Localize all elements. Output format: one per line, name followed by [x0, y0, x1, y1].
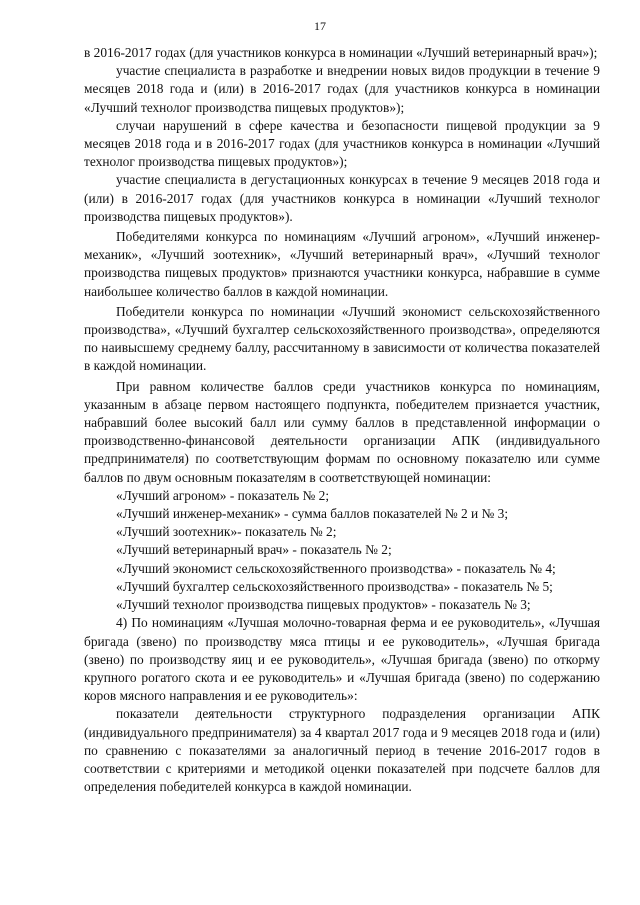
- list-item: «Лучший ветеринарный врач» - показатель № 2;: [116, 542, 392, 558]
- paragraph-tasting-contests: участие специалиста в дегустационных конкурсах в течение 9 месяцев 2018 года и (или) в 2016-2017 годах (для участников конкурса в номинации «Лучший технолог производства пищевых продуктов»).: [84, 172, 600, 224]
- list-item: «Лучший зоотехник»- показатель № 2;: [116, 524, 337, 540]
- document-body: [84, 44, 600, 796]
- list-item: «Лучший инженер-механик» - сумма баллов показателей № 2 и № 3;: [116, 506, 509, 522]
- list-item: «Лучший экономист сельскохозяйственного производства» - показатель № 4;: [116, 560, 556, 576]
- list-item: «Лучший технолог производства пищевых продуктов» - показатель № 3;: [116, 597, 531, 613]
- paragraph-team-nominations: 4) По номинациям «Лучшая молочно-товарная ферма и ее руководитель», «Лучшая бригада (звено) по производству мяса птицы и ее руководитель», «Лучшая бригада (звено) по производству яиц и ее руководитель», «Лучшая бригада (звено) по откорму крупного рогатого скота и ее руководитель» и «Лучшая бригада (звено) по содержанию коров мясного направления и ее руководитель»:: [84, 615, 600, 704]
- list-item: «Лучший бухгалтер сельскохозяйственного производства» - показатель № 5;: [116, 578, 553, 594]
- list-item: «Лучший агроном» - показатель № 2;: [116, 487, 330, 503]
- nomination-indicator-list: [84, 487, 600, 614]
- paragraph-equal-score-rule: При равном количестве баллов среди участников конкурса по номинациям, указанным в абзаце первом настоящего подпункта, победителем признается участник, набравший более высокий балл или сумму баллов в представленной информации о производственно-финансовой деятельности организации АПК (индивидуального предпринимателя) по соответствующим формам по основному показателю или сумме баллов по двум основным показателям в соответствующей номинации:: [84, 378, 600, 485]
- paragraph-subdivision-indicators: показатели деятельности структурного подразделения организации АПК (индивидуального предпринимателя) за 4 квартал 2017 года и 9 месяцев 2018 года и (или) по сравнению с показателями за аналогичный период в течение 2016-2017 годов в соответствии с критериями и методикой оценки показателей при подсчете баллов для определения победителей конкурса в каждой номинации.: [84, 706, 600, 795]
- paragraph-safety-violations: случаи нарушений в сфере качества и безопасности пищевой продукции за 9 месяцев 2018 года и в 2016-2017 годах (для участников конкурса в номинации «Лучший технолог производства пищевых продуктов»);: [84, 117, 600, 170]
- page-number: 17: [314, 19, 326, 33]
- paragraph-winners-sum: Победителями конкурса по номинациям «Лучший агроном», «Лучший инженер-механик», «Лучший зоотехник», «Лучший ветеринарный врач», «Лучший технолог производства пищевых продуктов» признаются участники конкурса, набравшие в сумме наибольшее количество баллов в каждой номинации.: [84, 229, 600, 299]
- paragraph-winners-average: Победители конкурса по номинации «Лучший экономист сельскохозяйственного производства», «Лучший бухгалтер сельскохозяйственного производства», определяются по наивысшему среднему баллу, рассчитанному в зависимости от количества показателей в каждой номинации.: [84, 303, 600, 374]
- paragraph-new-products: участие специалиста в разработке и внедрении новых видов продукции в течение 9 месяцев 2018 года и (или) в 2016-2017 годах (для участников конкурса в номинации «Лучший технолог производства пищевых продуктов»);: [84, 63, 600, 115]
- paragraph-vet-continuation: в 2016-2017 годах (для участников конкурса в номинации «Лучший ветеринарный врач»);: [84, 45, 598, 60]
